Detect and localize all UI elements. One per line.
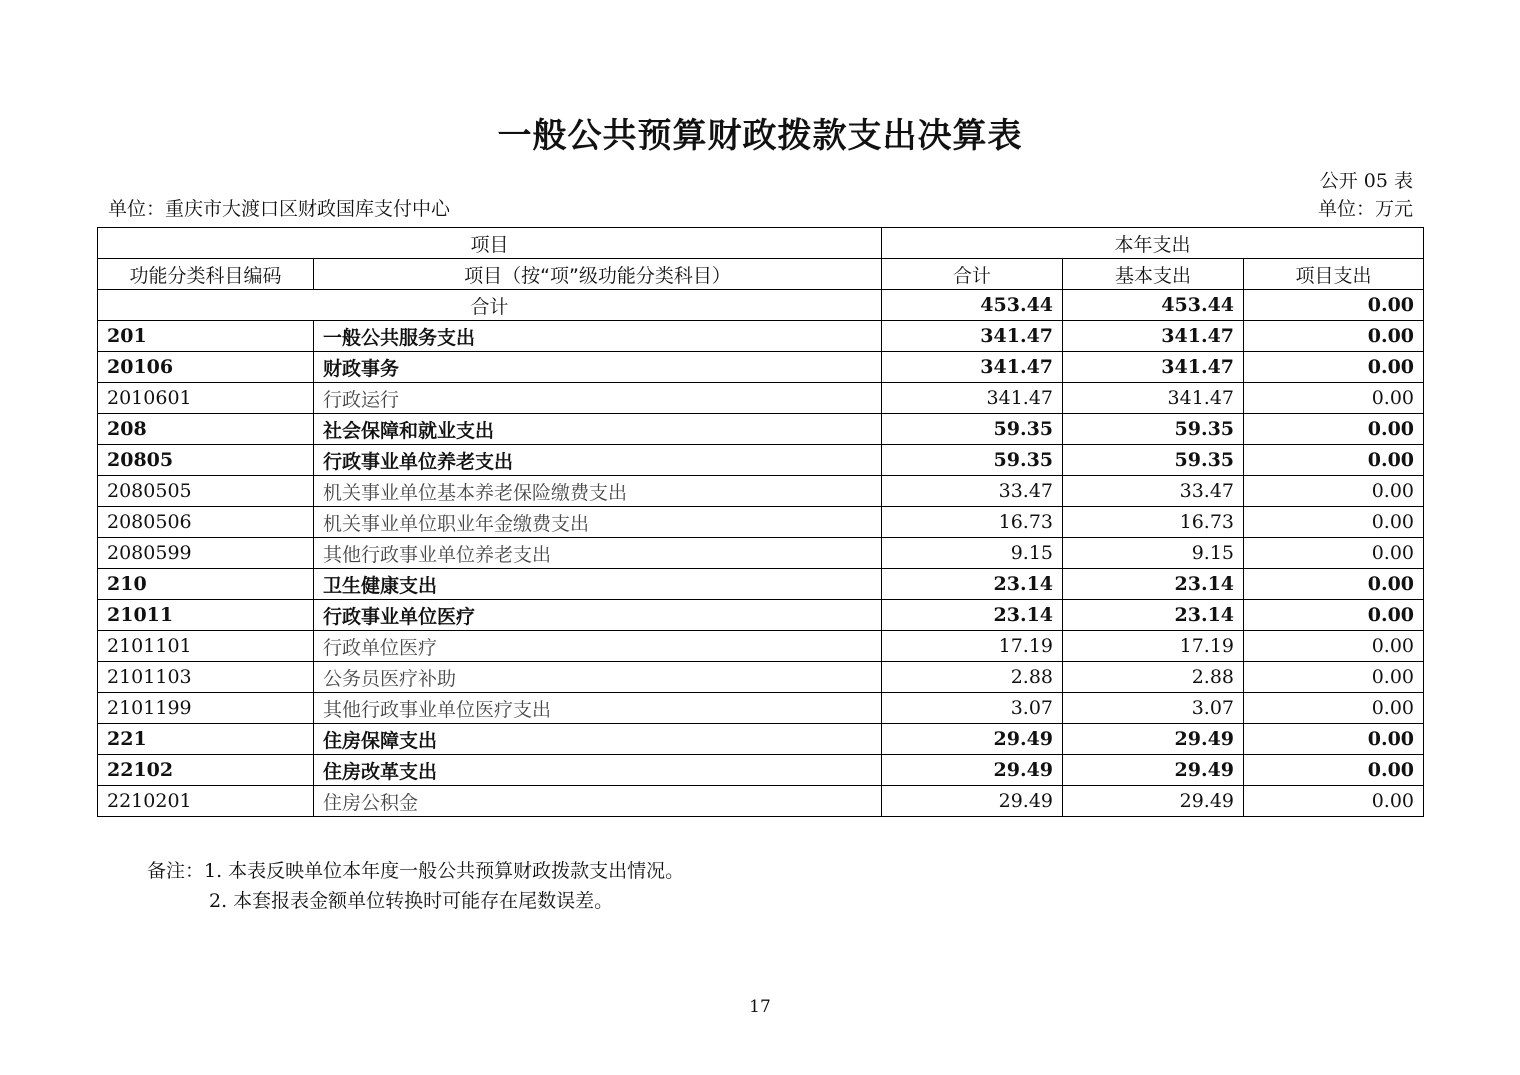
row-code: 221 [98, 724, 314, 755]
row-name: 机关事业单位基本养老保险缴费支出 [314, 476, 882, 507]
row-code: 2080506 [98, 507, 314, 538]
row-name: 其他行政事业单位养老支出 [314, 538, 882, 569]
row-code: 20106 [98, 352, 314, 383]
row-project: 0.00 [1244, 693, 1424, 724]
row-name: 住房公积金 [314, 786, 882, 817]
row-name: 行政单位医疗 [314, 631, 882, 662]
row-code: 22102 [98, 755, 314, 786]
row-basic: 59.35 [1063, 445, 1244, 476]
total-total: 453.44 [882, 290, 1063, 321]
row-basic: 23.14 [1063, 600, 1244, 631]
table-row [98, 786, 1424, 817]
row-code: 21011 [98, 600, 314, 631]
row-code: 2010601 [98, 383, 314, 414]
page-number: 17 [749, 997, 771, 1017]
table-row [98, 383, 1424, 414]
row-name: 卫生健康支出 [314, 569, 882, 600]
table-row [98, 693, 1424, 724]
row-code: 201 [98, 321, 314, 352]
row-basic: 16.73 [1063, 507, 1244, 538]
table-row [98, 724, 1424, 755]
row-code: 2101103 [98, 662, 314, 693]
row-total: 29.49 [882, 786, 1063, 817]
row-code: 208 [98, 414, 314, 445]
row-basic: 29.49 [1063, 786, 1244, 817]
row-total: 29.49 [882, 755, 1063, 786]
note-line-1: 备注：1. 本表反映单位本年度一般公共预算财政拨款支出情况。 [147, 860, 685, 882]
header-row-1 [98, 228, 1424, 259]
row-total: 59.35 [882, 445, 1063, 476]
row-project: 0.00 [1244, 755, 1424, 786]
row-total: 33.47 [882, 476, 1063, 507]
row-name: 行政运行 [314, 383, 882, 414]
table-row [98, 631, 1424, 662]
table-row [98, 445, 1424, 476]
row-project: 0.00 [1244, 321, 1424, 352]
row-name: 机关事业单位职业年金缴费支出 [314, 507, 882, 538]
table-row [98, 507, 1424, 538]
row-basic: 2.88 [1063, 662, 1244, 693]
row-total: 341.47 [882, 352, 1063, 383]
note-line-2: 2. 本套报表金额单位转换时可能存在尾数误差。 [209, 890, 614, 912]
row-project: 0.00 [1244, 662, 1424, 693]
row-project: 0.00 [1244, 507, 1424, 538]
total-row [98, 290, 1424, 321]
row-total: 23.14 [882, 600, 1063, 631]
row-name: 公务员医疗补助 [314, 662, 882, 693]
row-project: 0.00 [1244, 786, 1424, 817]
row-basic: 23.14 [1063, 569, 1244, 600]
row-total: 9.15 [882, 538, 1063, 569]
row-project: 0.00 [1244, 414, 1424, 445]
table-row [98, 476, 1424, 507]
row-basic: 59.35 [1063, 414, 1244, 445]
row-name: 社会保障和就业支出 [314, 414, 882, 445]
header-project-exp: 项目支出 [1244, 259, 1424, 290]
row-total: 341.47 [882, 321, 1063, 352]
total-basic: 453.44 [1063, 290, 1244, 321]
header-name: 项目（按“项”级功能分类科目） [314, 259, 882, 290]
row-name: 行政事业单位医疗 [314, 600, 882, 631]
currency-unit: 单位：万元 [1317, 198, 1413, 220]
table-row [98, 569, 1424, 600]
row-project: 0.00 [1244, 383, 1424, 414]
row-basic: 341.47 [1063, 321, 1244, 352]
row-code: 2080599 [98, 538, 314, 569]
table-row [98, 321, 1424, 352]
row-total: 2.88 [882, 662, 1063, 693]
row-project: 0.00 [1244, 600, 1424, 631]
row-project: 0.00 [1244, 569, 1424, 600]
row-project: 0.00 [1244, 724, 1424, 755]
row-code: 2210201 [98, 786, 314, 817]
row-total: 59.35 [882, 414, 1063, 445]
row-project: 0.00 [1244, 476, 1424, 507]
header-project: 项目 [98, 228, 882, 259]
row-basic: 9.15 [1063, 538, 1244, 569]
row-project: 0.00 [1244, 445, 1424, 476]
row-total: 16.73 [882, 507, 1063, 538]
reporting-unit: 单位：重庆市大渡口区财政国库支付中心 [108, 198, 451, 220]
row-name: 财政事务 [314, 352, 882, 383]
header-total: 合计 [882, 259, 1063, 290]
row-total: 29.49 [882, 724, 1063, 755]
table-row [98, 414, 1424, 445]
table-row [98, 352, 1424, 383]
row-total: 23.14 [882, 569, 1063, 600]
row-basic: 3.07 [1063, 693, 1244, 724]
header-code: 功能分类科目编码 [98, 259, 314, 290]
row-code: 2080505 [98, 476, 314, 507]
row-total: 3.07 [882, 693, 1063, 724]
table-row [98, 600, 1424, 631]
table-row [98, 755, 1424, 786]
form-number: 公开 05 表 [1319, 170, 1413, 192]
row-basic: 341.47 [1063, 352, 1244, 383]
header-basic: 基本支出 [1063, 259, 1244, 290]
header-this-year: 本年支出 [882, 228, 1424, 259]
row-name: 住房保障支出 [314, 724, 882, 755]
row-project: 0.00 [1244, 352, 1424, 383]
row-basic: 29.49 [1063, 724, 1244, 755]
row-code: 20805 [98, 445, 314, 476]
row-total: 341.47 [882, 383, 1063, 414]
total-label: 合计 [98, 290, 882, 321]
row-project: 0.00 [1244, 631, 1424, 662]
row-project: 0.00 [1244, 538, 1424, 569]
row-basic: 341.47 [1063, 383, 1244, 414]
row-code: 2101199 [98, 693, 314, 724]
row-name: 一般公共服务支出 [314, 321, 882, 352]
budget-table [97, 227, 1424, 817]
table-row [98, 662, 1424, 693]
row-basic: 29.49 [1063, 755, 1244, 786]
row-code: 2101101 [98, 631, 314, 662]
table-row [98, 538, 1424, 569]
row-code: 210 [98, 569, 314, 600]
header-row-2 [98, 259, 1424, 290]
row-total: 17.19 [882, 631, 1063, 662]
row-basic: 17.19 [1063, 631, 1244, 662]
row-name: 住房改革支出 [314, 755, 882, 786]
total-project: 0.00 [1244, 290, 1424, 321]
row-name: 行政事业单位养老支出 [314, 445, 882, 476]
row-name: 其他行政事业单位医疗支出 [314, 693, 882, 724]
row-basic: 33.47 [1063, 476, 1244, 507]
notes [147, 856, 684, 916]
page-title: 一般公共预算财政拨款支出决算表 [497, 116, 1023, 156]
